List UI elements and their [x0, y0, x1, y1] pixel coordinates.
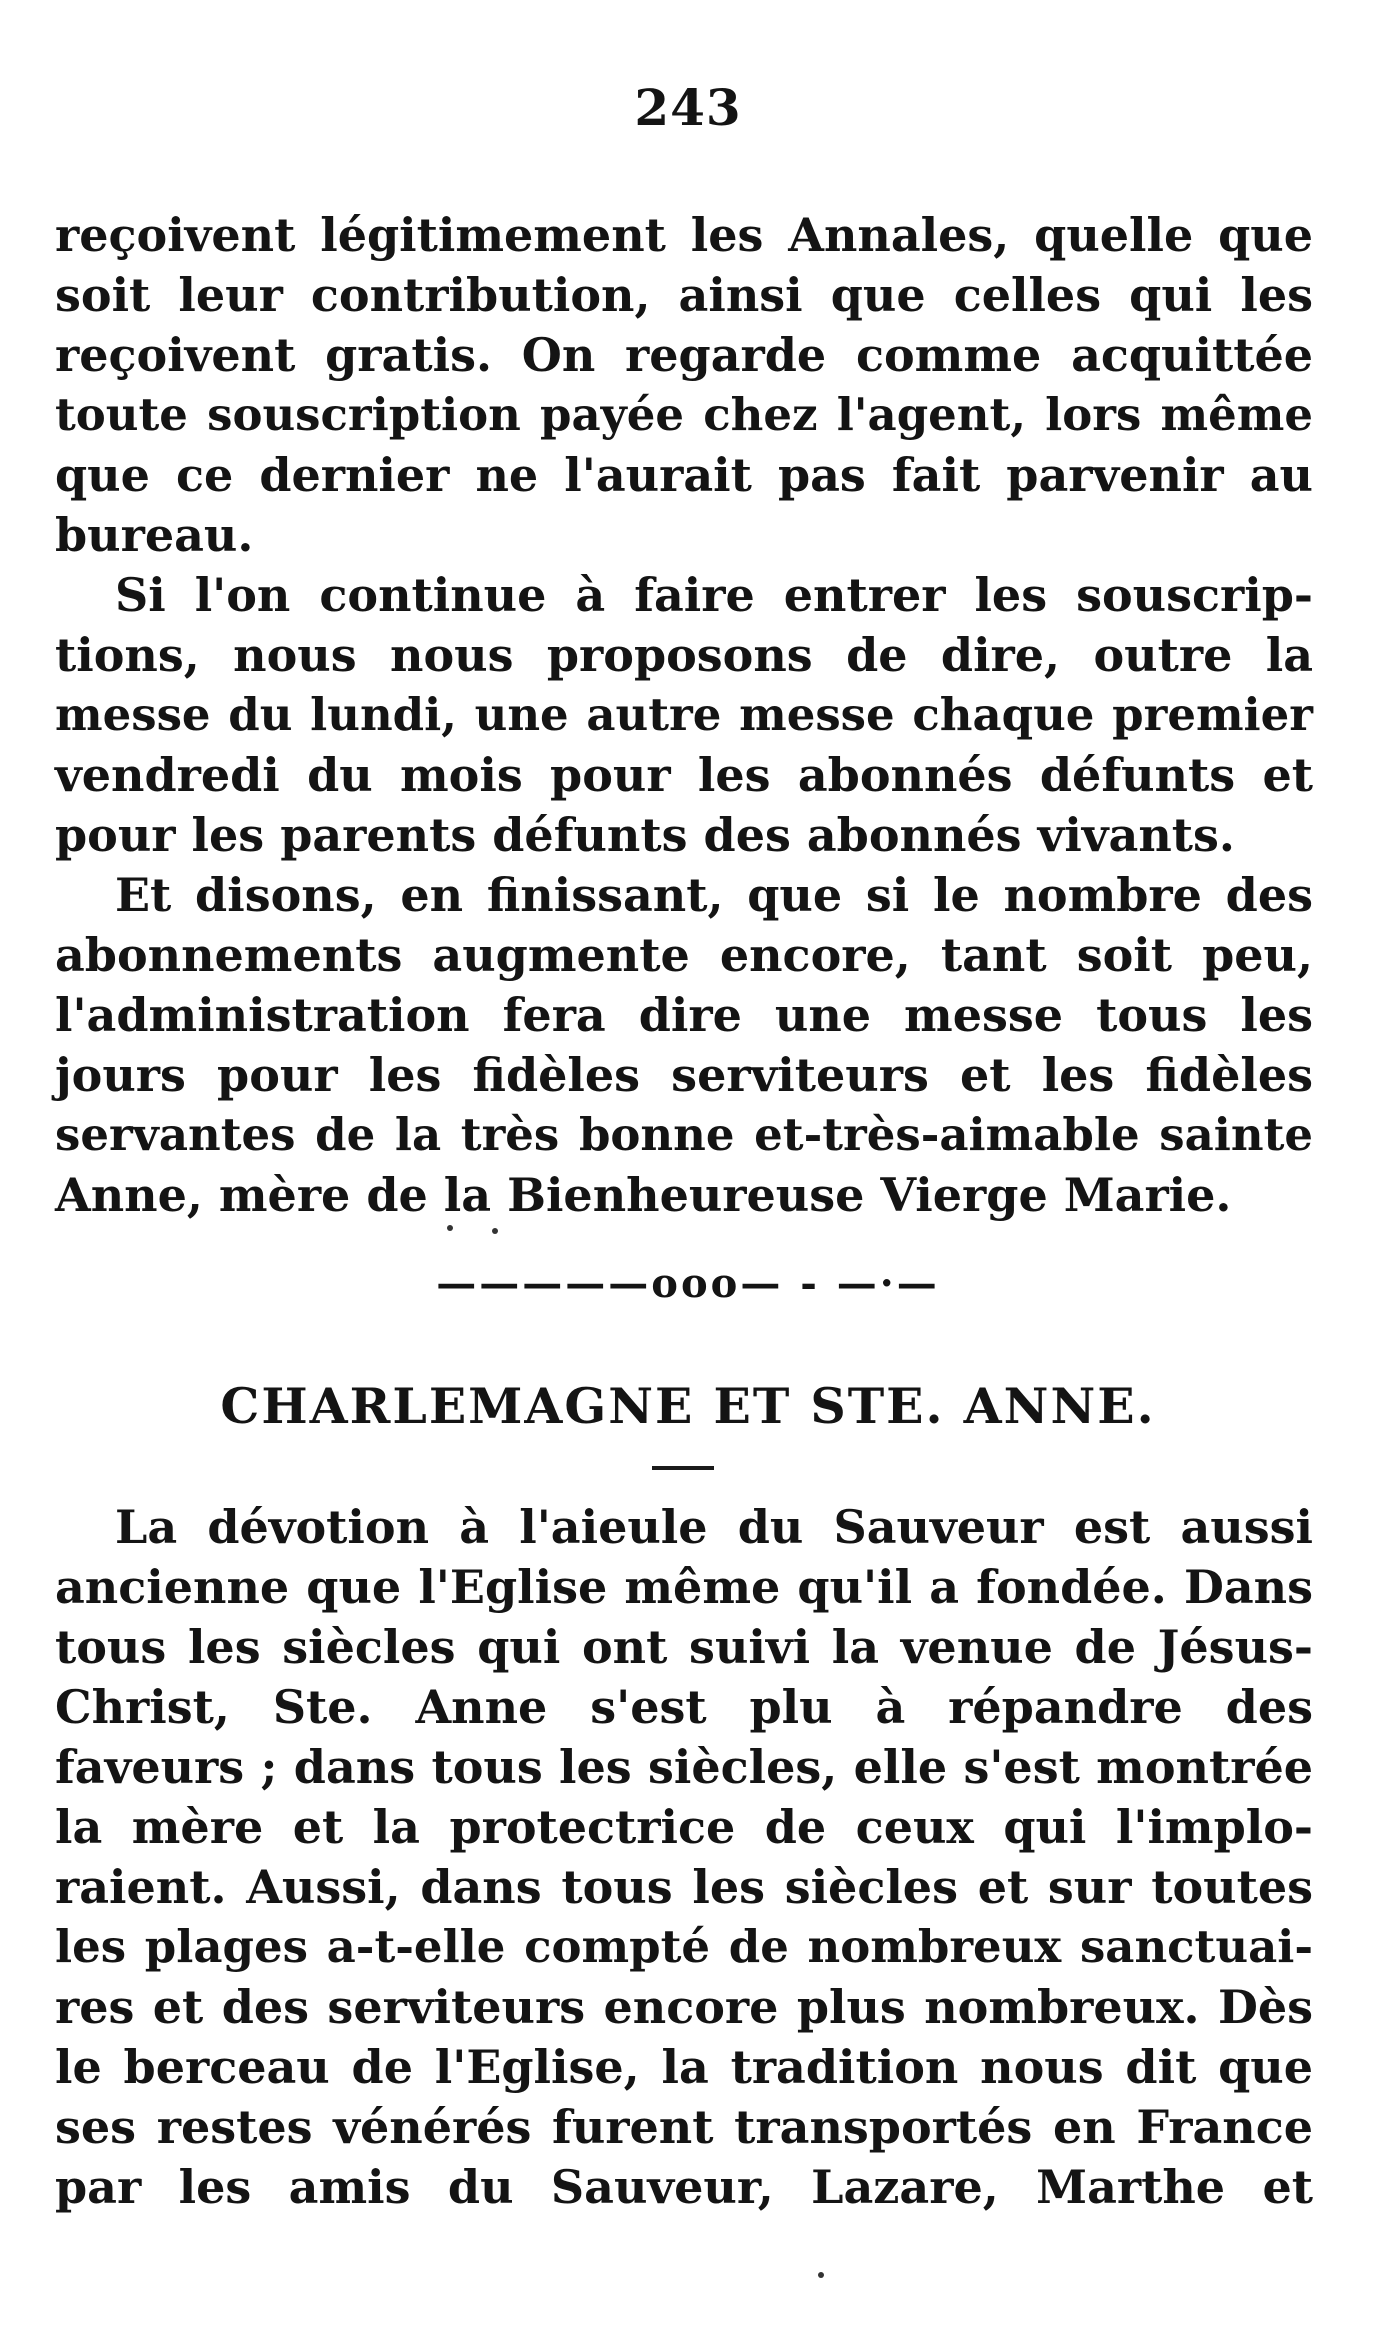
print-speck [818, 2272, 824, 2278]
paragraph-3-line-5: servantes de la très bonne et-très-aimable sainte [55, 1108, 1313, 1161]
paragraph-2-line-3: messe du lundi, une autre messe chaque premier [55, 688, 1313, 741]
print-speck [447, 1225, 453, 1231]
section-line-9: res et des serviteurs encore plus nombreux. Dès [55, 1980, 1313, 2034]
paragraph-1-line-4: toute souscription payée chez l'agent, lors même [55, 388, 1313, 441]
paragraph-3-line-1: Et disons, en finissant, que si le nombre des [115, 868, 1313, 922]
paragraph-2-line-2: tions, nous nous proposons de dire, outre la [55, 628, 1313, 682]
section-line-10: le berceau de l'Eglise, la tradition nous dit que [55, 2040, 1313, 2094]
paragraph-2-line-4: vendredi du mois pour les abonnés défunts et [55, 748, 1313, 802]
paragraph-1-line-6: bureau. [55, 508, 254, 562]
section-line-7: raient. Aussi, dans tous les siècles et sur toutes [55, 1860, 1313, 1914]
section-line-4: Christ, Ste. Anne s'est plu à répandre des [55, 1680, 1313, 1734]
section-line-8: les plages a-t-elle compté de nombreux sanctuai- [55, 1920, 1313, 1973]
section-line-3: tous les siècles qui ont suivi la venue de Jésus- [55, 1620, 1313, 1674]
section-line-6: la mère et la protectrice de ceux qui l'implo- [55, 1800, 1313, 1854]
paragraph-1-line-3: reçoivent gratis. On regarde comme acquittée [55, 328, 1313, 382]
paragraph-3-line-2: abonnements augmente encore, tant soit peu, [55, 928, 1313, 982]
section-heading: CHARLEMAGNE ET STE. ANNE. [220, 1377, 1156, 1435]
section-line-5: faveurs ; dans tous les siècles, elle s'est montrée [55, 1740, 1313, 1794]
paragraph-2-line-1: Si l'on continue à faire entrer les souscrip- [115, 568, 1313, 622]
section-line-2: ancienne que l'Eglise même qu'il a fondée. Dans [55, 1560, 1313, 1614]
paragraph-3-line-6: Anne, mère de la Bienheureuse Vierge Marie. [55, 1168, 1232, 1222]
section-line-1: La dévotion à l'aieule du Sauveur est aussi [115, 1500, 1313, 1554]
page-number: 243 [634, 78, 742, 137]
section-line-11: ses restes vénérés furent transportés en France [55, 2100, 1313, 2154]
ornamental-separator: —————ooo— - —·— [436, 1260, 940, 1307]
section-line-12: par les amis du Sauveur, Lazare, Marthe et [55, 2160, 1313, 2214]
paragraph-3-line-4: jours pour les fidèles serviteurs et les fidèles [55, 1048, 1313, 1102]
paragraph-1-line-1: reçoivent légitimement les Annales, quelle que [55, 208, 1313, 262]
paragraph-2-line-5: pour les parents défunts des abonnés vivants. [55, 808, 1235, 862]
paragraph-1-line-2: soit leur contribution, ainsi que celles qui les [55, 268, 1313, 322]
heading-rule [652, 1466, 714, 1470]
paragraph-1-line-5: que ce dernier ne l'aurait pas fait parvenir au [55, 448, 1313, 502]
paragraph-3-line-3: l'administration fera dire une messe tous les [55, 988, 1313, 1042]
print-speck [492, 1228, 498, 1234]
